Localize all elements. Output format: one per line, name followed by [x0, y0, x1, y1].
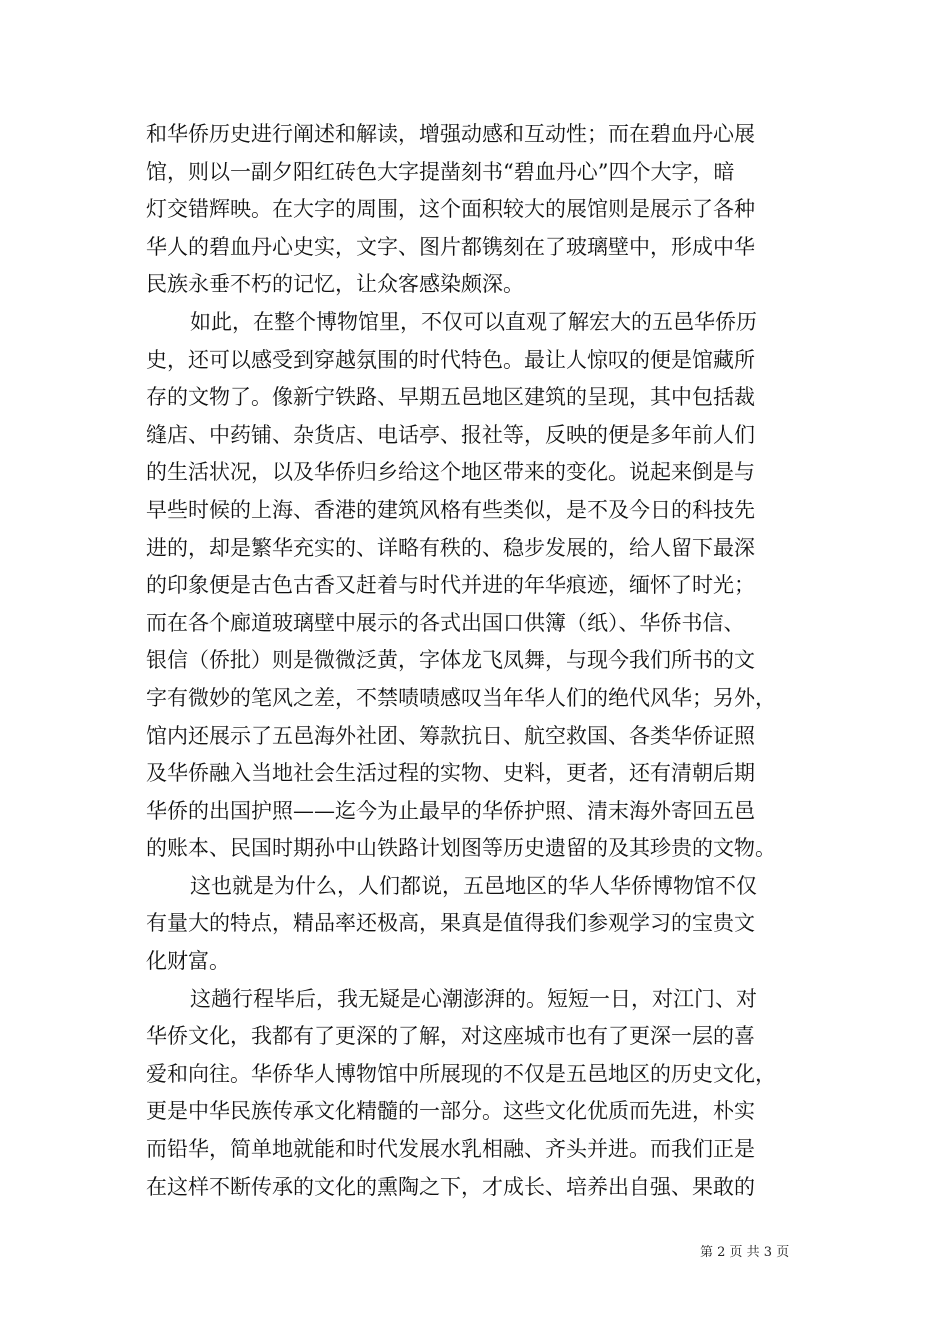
text-line: 有量大的特点，精品率还极高，果真是值得我们参观学习的宝贵文	[146, 911, 755, 936]
text-line: 早些时候的上海、香港的建筑风格有些类似，是不及今日的科技先	[146, 497, 755, 522]
text-line: 和华侨历史进行阐述和解读，增强动感和互动性；而在碧血丹心展	[146, 122, 755, 146]
text-line: 馆内还展示了五邑海外社团、筹款抗日、航空救国、各类华侨证照	[146, 723, 755, 748]
body-text	[146, 116, 806, 1206]
text-line: 的生活状况，以及华侨归乡给这个地区带来的变化。说起来倒是与	[146, 460, 755, 485]
text-line: 民族永垂不朽的记忆，让众客感染颇深。	[146, 272, 524, 297]
text-line: 缝店、中药铺、杂货店、电话亭、报社等，反映的便是多年前人们	[146, 422, 755, 447]
text-line: 化财富。	[146, 949, 230, 974]
text-line: 及华侨融入当地社会生活过程的实物、史料，更者，还有清朝后期	[146, 761, 755, 786]
text-line: 存的文物了。像新宁铁路、早期五邑地区建筑的呈现，其中包括裁	[146, 385, 755, 410]
text-line: 银信（侨批）则是微微泛黄，字体龙飞凤舞，与现今我们所书的文	[146, 648, 755, 673]
page-number: 第 2 页 共 3 页	[700, 1245, 790, 1260]
text-line: 进的，却是繁华充实的、详略有秩的、稳步发展的，给人留下最深	[146, 535, 755, 560]
text-line: 的印象便是古色古香又赶着与时代并进的年华痕迹，缅怀了时光；	[146, 573, 755, 598]
paragraph-start-line: 这也就是为什么，人们都说，五邑地区的华人华侨博物馆不仅	[190, 873, 757, 898]
text-line: 华人的碧血丹心史实，文字、图片都镌刻在了玻璃壁中，形成中华	[146, 234, 755, 259]
paragraph-start-line: 这趟行程毕后，我无疑是心潮澎湃的。短短一日，对江门、对	[190, 986, 757, 1011]
text-line: 馆，则以一副夕阳红砖色大字提凿刻书“碧血丹心”四个大字，暗	[146, 159, 735, 184]
text-line: 史，还可以感受到穿越氛围的时代特色。最让人惊叹的便是馆藏所	[146, 347, 755, 372]
text-line: 灯交错辉映。在大字的周围，这个面积较大的展馆则是展示了各种	[146, 197, 755, 222]
text-line: 字有微妙的笔风之差，不禁啧啧感叹当年华人们的绝代风华；另外，	[146, 685, 776, 710]
text-line: 在这样不断传承的文化的熏陶之下，才成长、培养出自强、果敢的	[146, 1174, 755, 1199]
text-line: 华侨文化，我都有了更深的了解，对这座城市也有了更深一层的喜	[146, 1024, 755, 1049]
text-line: 而在各个廊道玻璃壁中展示的各式出国口供簿（纸）、华侨书信、	[146, 610, 745, 635]
paragraph-start-line: 如此，在整个博物馆里，不仅可以直观了解宏大的五邑华侨历	[190, 309, 757, 334]
text-line: 的账本、民国时期孙中山铁路计划图等历史遗留的及其珍贵的文物。	[146, 836, 776, 861]
text-line: 更是中华民族传承文化精髓的一部分。这些文化优质而先进，朴实	[146, 1099, 755, 1124]
text-line: 爱和向往。华侨华人博物馆中所展现的不仅是五邑地区的历史文化，	[146, 1061, 776, 1086]
text-line: 而铅华，简单地就能和时代发展水乳相融、齐头并进。而我们正是	[146, 1137, 755, 1162]
text-line: 华侨的出国护照——迄今为止最早的华侨护照、清末海外寄回五邑	[146, 798, 755, 823]
